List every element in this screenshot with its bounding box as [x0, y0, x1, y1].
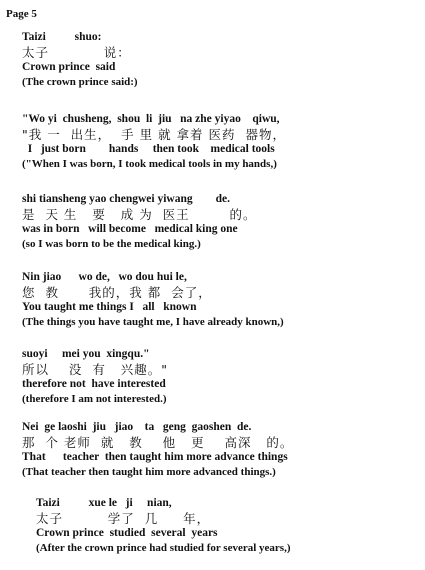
pinyin-line: shi tiansheng yao chengwei yiwang de.: [22, 193, 230, 205]
translation-line: ("When I was born, I took medical tools in my hands,): [22, 158, 277, 170]
hanzi-line: 您 教 我的，我 都 会了，: [22, 285, 212, 300]
english-gloss-line: Crown prince studied several years: [36, 527, 218, 539]
translation-line: (so I was born to be the medical king.): [22, 238, 201, 250]
english-gloss-line: I just born hands then took medical tools: [22, 143, 275, 155]
english-gloss-line: Crown prince said: [22, 61, 116, 73]
text-block-4: [22, 270, 418, 330]
hanzi-line: 是 天 生 要 成 为 医王 的。: [22, 207, 257, 222]
text-block-7: [36, 496, 425, 556]
text-block-6: [22, 420, 418, 480]
page-number: Page 5: [6, 8, 37, 20]
translation-line: (That teacher then taught him more advanced things.): [22, 466, 276, 478]
hanzi-line: 太子 学了 几 年，: [36, 511, 211, 526]
pinyin-line: Nin jiao wo de, wo dou hui le,: [22, 271, 187, 283]
translation-line: (The things you have taught me, I have already known,): [22, 316, 284, 328]
english-gloss-line: therefore not have interested: [22, 378, 166, 390]
hanzi-line: "我 一 出生， 手 里 就 拿着 医药 器物，: [22, 127, 286, 142]
translation-line: (therefore I am not interested.): [22, 393, 167, 405]
hanzi-line: 所以 没 有 兴趣。": [22, 362, 169, 377]
pinyin-line: Nei ge laoshi jiu jiao ta geng gaoshen de.: [22, 421, 252, 433]
english-gloss-line: was in born will become medical king one: [22, 223, 238, 235]
english-gloss-line: That teacher then taught him more advance things: [22, 451, 288, 463]
hanzi-line: 那 个 老师 就 教 他 更 高深 的。: [22, 435, 294, 450]
hanzi-line: 太子 说：: [22, 45, 131, 60]
text-block-3: [22, 192, 418, 252]
pinyin-line: Taizi xue le ji nian,: [36, 497, 172, 509]
translation-line: (The crown prince said:): [22, 76, 138, 88]
text-block-2: [22, 112, 418, 172]
pinyin-line: suoyi mei you xingqu.": [22, 348, 150, 360]
text-block-1: [22, 30, 418, 90]
english-gloss-line: You taught me things I all known: [22, 301, 197, 313]
translation-line: (After the crown prince had studied for several years,): [36, 542, 291, 554]
pinyin-line: "Wo yi chusheng, shou li jiu na zhe yiyao qiwu,: [22, 113, 280, 125]
text-block-5: [22, 347, 418, 407]
pinyin-line: Taizi shuo:: [22, 31, 102, 43]
